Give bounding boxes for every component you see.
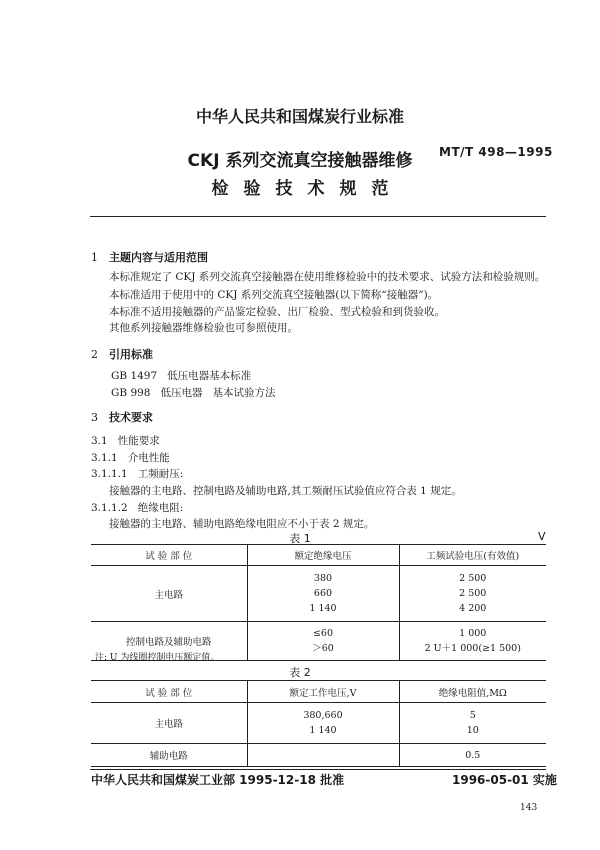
table-header-cell: 工频试验电压(有效值) [399, 545, 546, 566]
table-1-unit: V [538, 530, 546, 543]
page-number: 143 [520, 803, 538, 813]
cell-value: 10 [466, 725, 479, 736]
cell-value: 2 500 [459, 588, 487, 599]
section-2-title: 引用标准 [109, 348, 153, 361]
clause-3-1-1-1-text: 接触器的主电路、控制电路及辅助电路,其工频耐压试验值应符合表 1 规定。 [109, 485, 462, 497]
clause-3-1-1: 3.1.1 介电性能 [91, 452, 170, 464]
section-3-title: 技术要求 [109, 411, 153, 424]
table-header-cell: 额定工作电压,V [247, 681, 399, 703]
clause-3-1-1-1: 3.1.1.1 工频耐压: [91, 468, 184, 480]
clause-3-1-1-2: 3.1.1.2 绝缘电阻: [91, 502, 184, 514]
table-header-row [91, 545, 546, 566]
document-title-line2: 检验技术规范 [211, 179, 404, 199]
section-2-heading [91, 346, 153, 362]
cell-value: 1 000 [459, 628, 487, 639]
table-1-caption: 表 1 [289, 532, 311, 545]
cell-value: 1 140 [309, 725, 337, 736]
section-1-number: 1 [91, 251, 98, 264]
cell-value: 5 [469, 710, 476, 721]
clause-3-1: 3.1 性能要求 [91, 435, 160, 447]
standard-number: MT/T 498—1995 [439, 145, 553, 159]
section-2-number: 2 [91, 348, 98, 361]
table-1 [91, 544, 546, 661]
table-row [91, 744, 546, 767]
table-cell-rated [247, 622, 399, 661]
table-header-row [91, 681, 546, 703]
standard-category: 中华人民共和国煤炭行业标准 [195, 107, 404, 126]
cell-value: 2 U＋1 000(≥1 500) [424, 643, 521, 654]
table-header-cell: 绝缘电阻值,MΩ [399, 681, 546, 703]
table-cell-rated [247, 744, 399, 767]
table-cell-test [399, 566, 546, 622]
reference-item: GB 1497 低压电器基本标准 [111, 370, 252, 382]
cell-value: 1 140 [309, 603, 337, 614]
cell-value: 4 200 [459, 603, 487, 614]
section-1-paragraph: 本标准适用于使用中的 CKJ 系列交流真空接触器(以下简称“接触器”)。 [109, 289, 439, 301]
section-1-paragraph: 本标准规定了 CKJ 系列交流真空接触器在使用维修检验中的技术要求、试验方法和检验规则。 [109, 271, 546, 283]
clause-3-1-1-2-text: 接触器的主电路、辅助电路绝缘电阻应不小于表 2 规定。 [109, 518, 375, 530]
section-1-heading [91, 249, 208, 265]
table-cell-part: 主电路 [154, 589, 183, 601]
effective-date: 1996-05-01 实施 [452, 773, 557, 787]
table-cell-part: 控制电路及辅助电路 [125, 637, 212, 648]
cell-value: 380,660 [303, 710, 343, 721]
cell-value: 2 500 [459, 573, 487, 584]
table-cell-value [399, 703, 546, 744]
cell-value: 660 [313, 588, 333, 599]
table-cell-value: 0.5 [399, 744, 546, 767]
footer-rule [90, 769, 546, 770]
table-header-cell: 试 验 部 位 [91, 545, 247, 566]
approval-line: 中华人民共和国煤炭工业部 1995-12-18 批准 [91, 773, 345, 787]
section-1-paragraph: 其他系列接触器维修检验也可参照使用。 [109, 322, 298, 334]
section-3-number: 3 [91, 411, 98, 424]
table-cell-rated [247, 566, 399, 622]
reference-item: GB 998 低压电器 基本试验方法 [111, 387, 276, 399]
table-1-note: 注: U 为线圈控制电压额定值。 [95, 653, 220, 663]
table-header-cell: 试 验 部 位 [91, 681, 247, 703]
cell-value: ＞60 [312, 643, 334, 654]
section-3-heading [91, 409, 153, 425]
document-title-line1: CKJ 系列交流真空接触器维修 [187, 151, 413, 171]
table-row [91, 566, 546, 622]
table-cell-part: 主电路 [154, 719, 183, 730]
header-rule [90, 216, 546, 217]
table-header-cell: 额定绝缘电压 [247, 545, 399, 566]
section-1-paragraph: 本标准不适用接触器的产品鉴定检验、出厂检验、型式检验和到货验收。 [109, 306, 445, 318]
table-cell-part: 辅助电路 [149, 751, 188, 762]
cell-value: ≤60 [312, 628, 334, 639]
table-row [91, 703, 546, 744]
table-cell-test [399, 622, 546, 661]
cell-value: 380 [313, 573, 333, 584]
table-cell-rated [247, 703, 399, 744]
section-1-title: 主题内容与适用范围 [109, 251, 208, 264]
table-2 [91, 680, 546, 767]
table-2-caption: 表 2 [289, 666, 311, 679]
